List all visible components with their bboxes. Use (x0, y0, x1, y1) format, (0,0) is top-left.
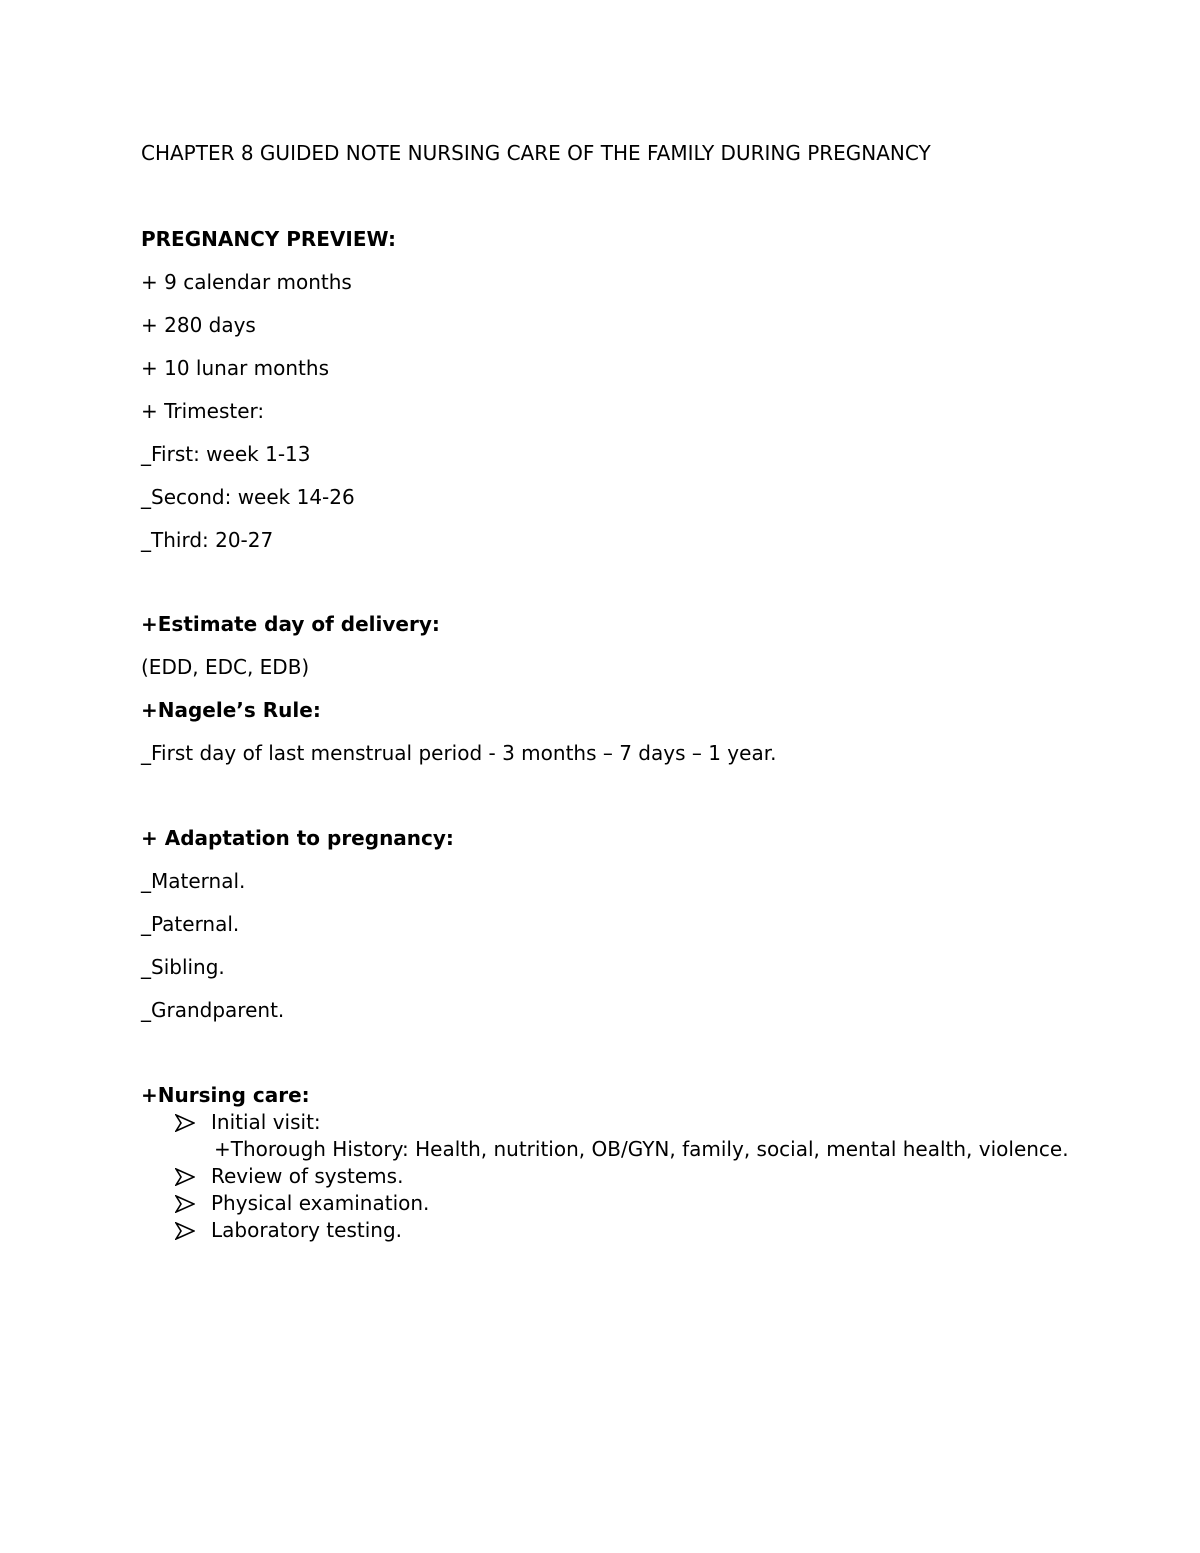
list-item (141, 1217, 1071, 1244)
bullet-label: Review of systems. (211, 1164, 404, 1188)
preview-item: + Trimester: (141, 399, 265, 423)
preview-list (141, 269, 1071, 554)
preview-item: _First: week 1-13 (141, 442, 311, 466)
adaptation-list (141, 868, 1071, 1024)
adaptation-item: _Sibling. (141, 955, 225, 979)
arrowhead-bullet-icon (175, 1195, 195, 1213)
arrowhead-bullet-icon (175, 1114, 195, 1132)
preview-item: + 280 days (141, 313, 256, 337)
bullet-label: Physical examination. (211, 1191, 430, 1215)
preview-item: _Third: 20-27 (141, 528, 274, 552)
nagele-text: _First day of last menstrual period - 3 months – 7 days – 1 year. (141, 741, 777, 765)
list-item (141, 1190, 1071, 1217)
edd-heading: +Estimate day of delivery: (141, 612, 440, 636)
preview-item: _Second: week 14-26 (141, 485, 355, 509)
list-item (141, 1163, 1071, 1190)
adaptation-item: _Maternal. (141, 869, 246, 893)
nursing-heading: +Nursing care: (141, 1083, 310, 1107)
bullet-label: Laboratory testing. (211, 1218, 402, 1242)
document-page (141, 140, 1071, 1244)
preview-heading-text: PREGNANCY PREVIEW: (141, 227, 396, 251)
edd-text: (EDD, EDC, EDB) (141, 655, 310, 679)
preview-item: + 9 calendar months (141, 270, 352, 294)
arrowhead-bullet-icon (175, 1168, 195, 1186)
document-title: CHAPTER 8 GUIDED NOTE NURSING CARE OF THE FAMILY DURING PREGNANCY (141, 141, 931, 165)
arrowhead-bullet-icon (175, 1222, 195, 1240)
adaptation-item: _Paternal. (141, 912, 240, 936)
bullet-sub-text: +Thorough History: Health, nutrition, OB/GYN, family, social, mental health, violence. (214, 1137, 1069, 1161)
preview-heading (141, 226, 1071, 253)
bullet-label: Initial visit: (211, 1110, 321, 1134)
adaptation-heading: + Adaptation to pregnancy: (141, 826, 454, 850)
preview-item: + 10 lunar months (141, 356, 329, 380)
adaptation-item: _Grandparent. (141, 998, 285, 1022)
nagele-heading: +Nagele’s Rule: (141, 698, 321, 722)
list-item (141, 1109, 1071, 1163)
nursing-bullet-list (141, 1109, 1071, 1244)
